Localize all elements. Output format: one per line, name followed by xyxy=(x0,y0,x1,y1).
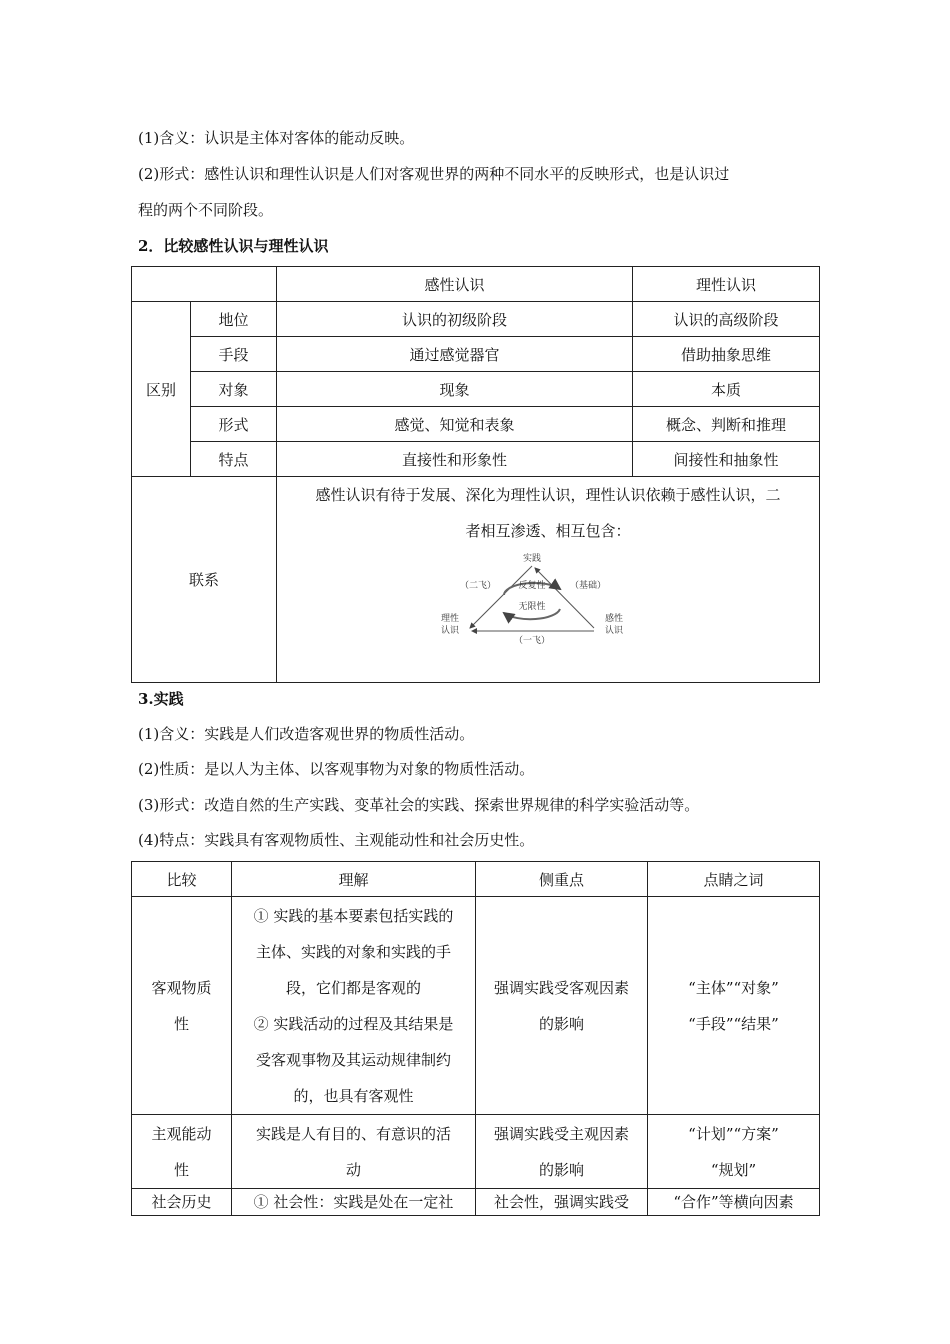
subjective-name-cell xyxy=(132,1115,232,1189)
subjective-focus-1: 强调实践受主观因素 xyxy=(493,1124,629,1143)
objective-understanding-line: 段，它们都是客观的 xyxy=(285,978,421,997)
perceptual-cell: 认识的初级阶段 xyxy=(277,302,633,337)
diagram-right-edge-label: （基础） xyxy=(569,581,607,591)
diagram-left-label-2: 认识 xyxy=(440,626,460,636)
objective-understanding-line: ① 实践的基本要素包括实践的 xyxy=(253,906,454,925)
section-heading-compare: 2．比较感性认识与理性认识 xyxy=(138,237,329,255)
form-line: (2)形式：感性认识和理性认识是人们对客观世界的两种不同水平的反映形式，也是认识过 xyxy=(138,165,730,183)
aspect-cell: 特点 xyxy=(191,442,277,477)
header-keywords: 点睛之词 xyxy=(648,862,820,897)
diagram-left-edge-label: （二飞） xyxy=(459,581,497,591)
header-understanding: 理解 xyxy=(232,862,476,897)
rational-cell: 间接性和抽象性 xyxy=(633,442,820,477)
diagram-inner-top-label: 反复性 xyxy=(518,581,546,591)
cognition-compare-table xyxy=(131,266,820,683)
objective-understanding-line: 的，也具有客观性 xyxy=(293,1086,414,1105)
subjective-focus-cell xyxy=(476,1115,648,1189)
diagram-right-label-2: 认识 xyxy=(604,626,624,636)
relation-text-2: 者相互渗透、相互包含： xyxy=(465,522,631,540)
social-key-cell: “合作”等横向因素 xyxy=(648,1189,820,1216)
difference-label: 区别 xyxy=(132,302,191,477)
social-understanding-cell: ① 社会性：实践是处在一定社 xyxy=(232,1189,476,1216)
practice-meaning-line: (1)含义：实践是人们改造客观世界的物质性活动。 xyxy=(138,725,475,743)
subjective-understanding-1: 实践是人有目的、有意识的活 xyxy=(255,1124,451,1143)
diagram-inner-bottom-label: 无限性 xyxy=(518,602,546,612)
objective-key-2: “手段”“结果” xyxy=(688,1014,779,1033)
section-heading-practice: 3.实践 xyxy=(138,690,184,708)
diagram-right-label-1: 感性 xyxy=(604,614,624,624)
aspect-cell: 地位 xyxy=(191,302,277,337)
perceptual-cell: 现象 xyxy=(277,372,633,407)
header-focus: 侧重点 xyxy=(476,862,648,897)
meaning-line: (1)含义：认识是主体对客体的能动反映。 xyxy=(138,129,415,147)
objective-focus-1: 强调实践受客观因素 xyxy=(493,978,629,997)
practice-feature-line: (4)特点：实践具有客观物质性、主观能动性和社会历史性。 xyxy=(138,831,535,849)
objective-name-1: 客观物质 xyxy=(151,978,212,997)
subjective-key-cell xyxy=(648,1115,820,1189)
rational-cell: 认识的高级阶段 xyxy=(633,302,820,337)
relation-text-1: 感性认识有待于发展、深化为理性认识，理性认识依赖于感性认识，二 xyxy=(315,486,781,504)
relation-label: 联系 xyxy=(132,477,277,683)
header-perceptual: 感性认识 xyxy=(277,267,633,302)
aspect-cell: 对象 xyxy=(191,372,277,407)
subjective-focus-2: 的影响 xyxy=(538,1160,584,1179)
objective-name-cell xyxy=(132,897,232,1115)
subjective-key-2: “规划” xyxy=(710,1160,757,1179)
subjective-understanding-cell xyxy=(232,1115,476,1189)
practice-feature-table xyxy=(131,861,820,1216)
empty-header-cell xyxy=(132,267,277,302)
rational-cell: 本质 xyxy=(633,372,820,407)
subjective-key-1: “计划”“方案” xyxy=(688,1124,779,1143)
social-name-cell: 社会历史 xyxy=(132,1189,232,1216)
objective-focus-2: 的影响 xyxy=(538,1014,584,1033)
form-line-cont: 程的两个不同阶段。 xyxy=(138,201,274,219)
objective-name-2: 性 xyxy=(173,1014,189,1033)
objective-focus-cell xyxy=(476,897,648,1115)
header-rational: 理性认识 xyxy=(633,267,820,302)
header-compare: 比较 xyxy=(132,862,232,897)
objective-understanding-line: 受客观事物及其运动规律制约 xyxy=(255,1050,451,1069)
objective-key-1: “主体”“对象” xyxy=(688,978,779,997)
aspect-cell: 手段 xyxy=(191,337,277,372)
perceptual-cell: 直接性和形象性 xyxy=(277,442,633,477)
diagram-bottom-edge-label: （一飞） xyxy=(513,636,551,646)
edge-perceptual-to-practice xyxy=(535,568,594,628)
practice-nature-line: (2)性质：是以人为主体、以客观事物为对象的物质性活动。 xyxy=(138,760,535,778)
objective-key-cell xyxy=(648,897,820,1115)
rational-cell: 概念、判断和推理 xyxy=(633,407,820,442)
subjective-name-2: 性 xyxy=(173,1160,189,1179)
diagram-left-label-1: 理性 xyxy=(440,614,460,624)
subjective-name-1: 主观能动 xyxy=(151,1124,212,1143)
objective-understanding-line: 主体、实践的对象和实践的手 xyxy=(255,942,451,961)
social-focus-cell: 社会性，强调实践受 xyxy=(476,1189,648,1216)
perceptual-cell: 通过感觉器官 xyxy=(277,337,633,372)
rational-cell: 借助抽象思维 xyxy=(633,337,820,372)
relation-cell xyxy=(277,477,820,683)
perceptual-cell: 感觉、知觉和表象 xyxy=(277,407,633,442)
subjective-understanding-2: 动 xyxy=(345,1160,361,1179)
practice-form-line: (3)形式：改造自然的生产实践、变革社会的实践、探索世界规律的科学实验活动等。 xyxy=(138,796,700,814)
diagram-top-label: 实践 xyxy=(522,554,542,564)
objective-understanding-cell xyxy=(232,897,476,1115)
practice-cognition-diagram xyxy=(432,551,632,651)
aspect-cell: 形式 xyxy=(191,407,277,442)
objective-understanding-line: ② 实践活动的过程及其结果是 xyxy=(253,1014,454,1033)
